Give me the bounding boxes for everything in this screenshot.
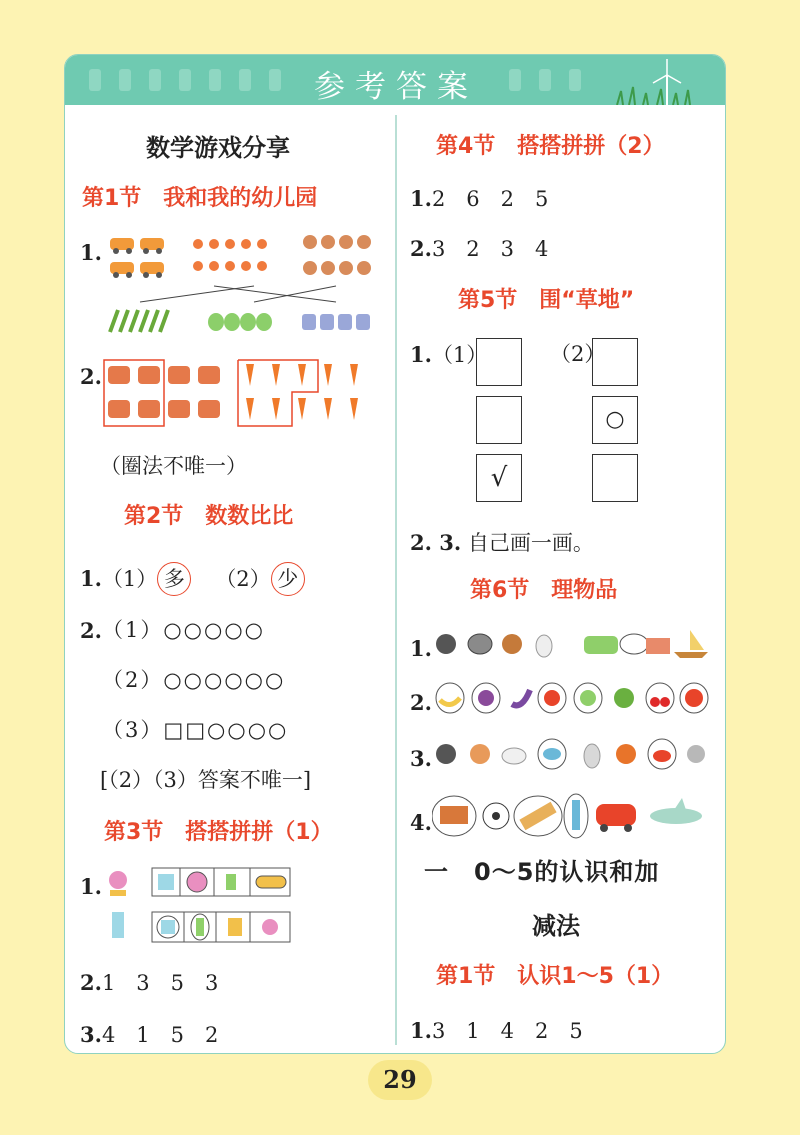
ball-icon — [109, 871, 127, 889]
windmill-icon — [647, 57, 687, 105]
eggplant-icon — [512, 690, 530, 705]
page-title: 参考答案 — [314, 69, 478, 105]
answer-values: 1 3 5 3 — [101, 971, 219, 995]
answer-row — [410, 532, 594, 554]
sub-label: （1） — [101, 567, 158, 591]
car-icon — [596, 804, 636, 826]
answer-box — [476, 338, 522, 386]
panda-icon — [436, 744, 456, 764]
items-row-1 — [432, 626, 712, 662]
question-number: 3. — [80, 1022, 102, 1047]
items-row-3 — [432, 736, 712, 772]
answer-row — [80, 972, 218, 994]
answer-row — [410, 188, 548, 210]
unit-title: 一 0～5的认识和加 — [424, 858, 660, 886]
section-title-s5: 第5节 围“草地” — [458, 288, 635, 313]
items-row-4 — [432, 792, 712, 840]
circled-answer: 少 — [271, 562, 305, 596]
unit-title-cont: 减法 — [532, 912, 580, 940]
section-title-s4: 第4节 搭搭拼拼（2） — [436, 134, 665, 159]
answer-values: 4 1 5 2 — [101, 1023, 219, 1047]
items-row-2 — [432, 680, 712, 716]
section-title-s6: 第6节 理物品 — [470, 578, 618, 603]
note-text: （圈法不唯一） — [100, 454, 247, 478]
grouping-illustration — [102, 358, 372, 428]
question-number: 3. — [410, 746, 432, 771]
answer-box — [476, 396, 522, 444]
answer-row — [410, 1020, 583, 1042]
pencil-icon — [110, 310, 168, 332]
candy-icon — [193, 239, 267, 271]
rabbit-icon — [584, 744, 600, 768]
sub-label: （2） — [215, 567, 271, 591]
question-number: 4. — [410, 810, 432, 835]
plane-icon — [620, 634, 648, 654]
question-number: 1. — [80, 874, 102, 899]
shapes-illustration — [104, 866, 294, 946]
section-title-u1: 第1节 认识1～5（1） — [436, 964, 674, 989]
answer-values: 3 1 4 2 5 — [431, 1019, 583, 1043]
circled-answer: 多 — [157, 562, 191, 596]
question-number: 1. — [80, 240, 102, 265]
rabbit-icon — [536, 635, 552, 657]
answer-box: √ — [476, 454, 522, 502]
matching-illustration — [104, 232, 384, 336]
question-number: 1. — [410, 1018, 432, 1043]
answer-row — [80, 562, 305, 596]
dog-icon — [502, 634, 522, 654]
chapter-title: 数学游戏分享 — [146, 134, 290, 162]
page-number: 29 — [368, 1060, 432, 1100]
vegetable-icon — [208, 313, 272, 331]
car-icon — [584, 636, 618, 654]
sub-label: （1） — [431, 343, 488, 367]
question-number: 1. — [410, 342, 432, 367]
apple-icon — [614, 688, 634, 708]
panda-icon — [436, 634, 456, 654]
bird-icon — [502, 748, 526, 764]
header-bar — [65, 55, 726, 105]
rooster-icon — [616, 744, 636, 764]
answer-box — [592, 338, 638, 386]
question-number: 1. — [410, 186, 432, 211]
dog-icon — [470, 744, 490, 764]
answer-values: 2 6 2 5 — [431, 187, 549, 211]
cat-icon — [687, 745, 705, 763]
boat-icon — [674, 652, 708, 658]
car-icon — [110, 238, 164, 278]
question-number: 2. — [80, 618, 102, 643]
answer-line: （2）○○○○○○ — [102, 668, 286, 692]
fish-icon — [468, 634, 492, 654]
ball-icon — [187, 872, 207, 892]
question-number: 2. — [80, 364, 102, 389]
answer-text: 自己画一画。 — [467, 531, 594, 555]
sub-label: （2） — [550, 342, 606, 366]
question-number: 2. — [410, 690, 432, 715]
cube-icon — [112, 912, 124, 938]
section-title-s1: 第1节 我和我的幼儿园 — [82, 186, 318, 211]
answer-box: ○ — [592, 396, 638, 444]
section-title-s3: 第3节 搭搭拼拼（1） — [104, 820, 333, 845]
answer-line: （1）○○○○○ — [102, 618, 265, 642]
question-number: 1. — [80, 566, 102, 591]
bear-icon — [303, 235, 371, 275]
cube-icon — [158, 874, 174, 890]
robot-icon — [302, 314, 370, 330]
question-number: 2. 3. — [410, 530, 462, 555]
section-title-s2: 第2节 数数比比 — [124, 504, 294, 529]
question-number: 2. — [410, 236, 432, 261]
question-number: 1. — [410, 636, 432, 661]
cherry-icon — [646, 683, 674, 713]
scooter-icon — [646, 638, 670, 654]
question-number: 2. — [80, 970, 102, 995]
answer-row — [80, 1024, 218, 1046]
answer-values: 3 2 3 4 — [431, 237, 549, 261]
answer-row — [410, 238, 548, 260]
note-text: [（2）（3）答案不唯一] — [100, 768, 312, 792]
answer-line: （3）□□○○○○ — [102, 718, 289, 742]
cylinder-icon — [256, 876, 286, 888]
column-divider — [395, 115, 397, 1045]
cylinder-icon — [226, 874, 236, 890]
answer-box — [592, 454, 638, 502]
